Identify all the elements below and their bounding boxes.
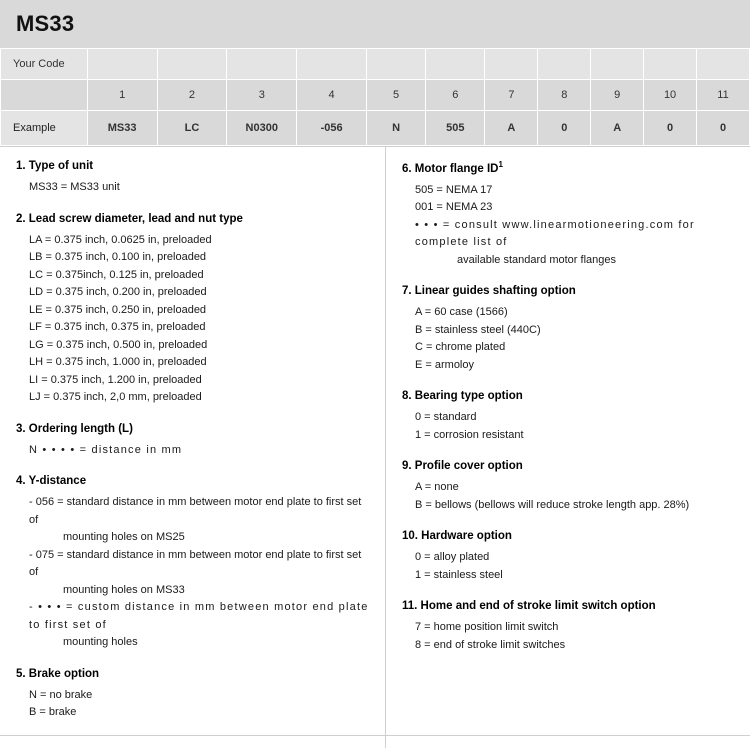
section-line: LG = 0.375 inch, 0.500 in, preloaded [29,338,208,351]
section-limit-switch-option [402,600,734,654]
section-heading: 11. Home and end of stroke limit switch option [402,600,656,613]
section-line: 505 = NEMA 17 [415,183,493,196]
your-code-cell-9[interactable] [591,49,644,80]
section-ordering-length [16,423,369,460]
section-bearing-type [402,390,734,444]
section-line: A = 60 case (1566) [415,306,508,319]
section-line: MS33 = MS33 unit [29,181,120,193]
table-row-position-numbers [1,80,750,111]
section-line: mounting holes on MS33 [63,583,185,596]
example-value-3: N0300 [227,111,297,146]
section-heading: 4. Y-distance [16,475,87,487]
your-code-cell-8[interactable] [538,49,591,80]
option-definitions [0,146,750,748]
section-line: 7 = home position limit switch [415,621,559,634]
section-line: mounting holes [63,636,138,648]
section-hardware-option [402,530,734,584]
section-line: N • • • • = distance in mm [29,443,183,456]
table-row-example [1,111,750,146]
section-line: 0 = standard [415,411,477,424]
section-line: A = none [415,481,459,494]
section-line: LE = 0.375 inch, 0.250 in, preloaded [29,303,207,316]
position-number-11: 11 [697,80,750,111]
your-code-cell-2[interactable] [157,49,227,80]
page-title-bar [0,0,750,48]
section-profile-cover [402,460,734,514]
section-heading-text: 6. Motor flange ID [402,162,499,175]
position-number-4: 4 [297,80,367,111]
position-number-3: 3 [227,80,297,111]
section-motor-flange-id [402,160,734,269]
section-type-of-unit [16,160,369,197]
your-code-cell-6[interactable] [426,49,485,80]
example-value-11: 0 [697,111,750,146]
section-line: LH = 0.375 inch, 1.000 in, preloaded [29,356,207,368]
example-value-8: 0 [538,111,591,146]
position-number-7: 7 [485,80,538,111]
position-number-10: 10 [644,80,697,111]
section-y-distance [16,475,369,652]
example-value-6: 505 [426,111,485,146]
position-number-8: 8 [538,80,591,111]
section-line: mounting holes on MS25 [63,531,185,543]
section-heading: 1. Type of unit [16,160,94,172]
example-value-5: N [366,111,425,146]
example-value-7: A [485,111,538,146]
your-code-label: Your Code [1,49,88,80]
page-title: MS33 [16,11,75,36]
position-row-label [1,80,88,111]
table-row-your-code [1,49,750,80]
position-number-1: 1 [87,80,157,111]
section-heading: 9. Profile cover option [402,460,523,473]
section-line: LF = 0.375 inch, 0.375 in, preloaded [29,321,206,333]
section-line: N = no brake [29,688,93,701]
example-value-10: 0 [644,111,697,146]
footnote-marker: 1 [498,160,503,169]
section-line: LJ = 0.375 inch, 2,0 mm, preloaded [29,391,202,403]
section-heading: 3. Ordering length (L) [16,422,133,435]
section-heading [402,160,734,175]
position-number-9: 9 [591,80,644,111]
ordering-code-table [0,48,750,146]
section-line: - 056 = standard distance in mm between motor end plate to first set of [29,496,362,526]
example-label: Example [1,111,88,146]
position-number-5: 5 [366,80,425,111]
section-line: LI = 0.375 inch, 1.200 in, preloaded [29,373,202,386]
your-code-cell-1[interactable] [87,49,157,80]
section-line: B = bellows (bellows will reduce stroke length app. 28%) [415,498,690,511]
section-line: LB = 0.375 inch, 0.100 in, preloaded [29,251,207,263]
section-line: 0 = alloy plated [415,551,490,564]
position-number-6: 6 [426,80,485,111]
section-line: C = chrome plated [415,341,506,354]
left-definitions-column [0,146,385,748]
example-value-2: LC [157,111,227,146]
your-code-cell-11[interactable] [697,49,750,80]
section-line: E = armoloy [415,358,474,371]
section-line: 8 = end of stroke limit switches [415,638,566,651]
example-value-9: A [591,111,644,146]
your-code-cell-7[interactable] [485,49,538,80]
your-code-cell-3[interactable] [227,49,297,80]
section-line: 1 = stainless steel [415,568,503,581]
section-brake-option [16,668,369,722]
section-line: • • • = consult www.linearmotioneering.com for complete list of [415,218,695,249]
right-definitions-column [385,146,750,748]
section-lead-screw [16,213,369,407]
position-number-2: 2 [157,80,227,111]
section-heading: 2. Lead screw diameter, lead and nut type [16,212,243,225]
your-code-cell-4[interactable] [297,49,367,80]
section-line: B = stainless steel (440C) [415,323,541,336]
section-line: LD = 0.375 inch, 0.200 in, preloaded [29,286,207,298]
section-heading: 8. Bearing type option [402,390,523,403]
section-heading: 10. Hardware option [402,530,512,543]
example-value-4: -056 [297,111,367,146]
section-heading: 5. Brake option [16,667,100,680]
section-line: 1 = corrosion resistant [415,428,524,441]
your-code-cell-10[interactable] [644,49,697,80]
top-divider [0,146,750,147]
section-heading: 7. Linear guides shafting option [402,285,576,298]
example-value-1: MS33 [87,111,157,146]
your-code-cell-5[interactable] [366,49,425,80]
section-line: LA = 0.375 inch, 0.0625 in, preloaded [29,233,212,246]
section-line: 001 = NEMA 23 [415,201,493,214]
section-line: B = brake [29,706,77,718]
section-linear-guides-shafting [402,285,734,374]
section-line: - 075 = standard distance in mm between motor end plate to first set of [29,548,362,578]
section-line: - • • • = custom distance in mm between motor end plate to first set of [29,601,369,631]
section-line: available standard motor flanges [457,253,616,266]
section-line: LC = 0.375inch, 0.125 in, preloaded [29,268,204,281]
